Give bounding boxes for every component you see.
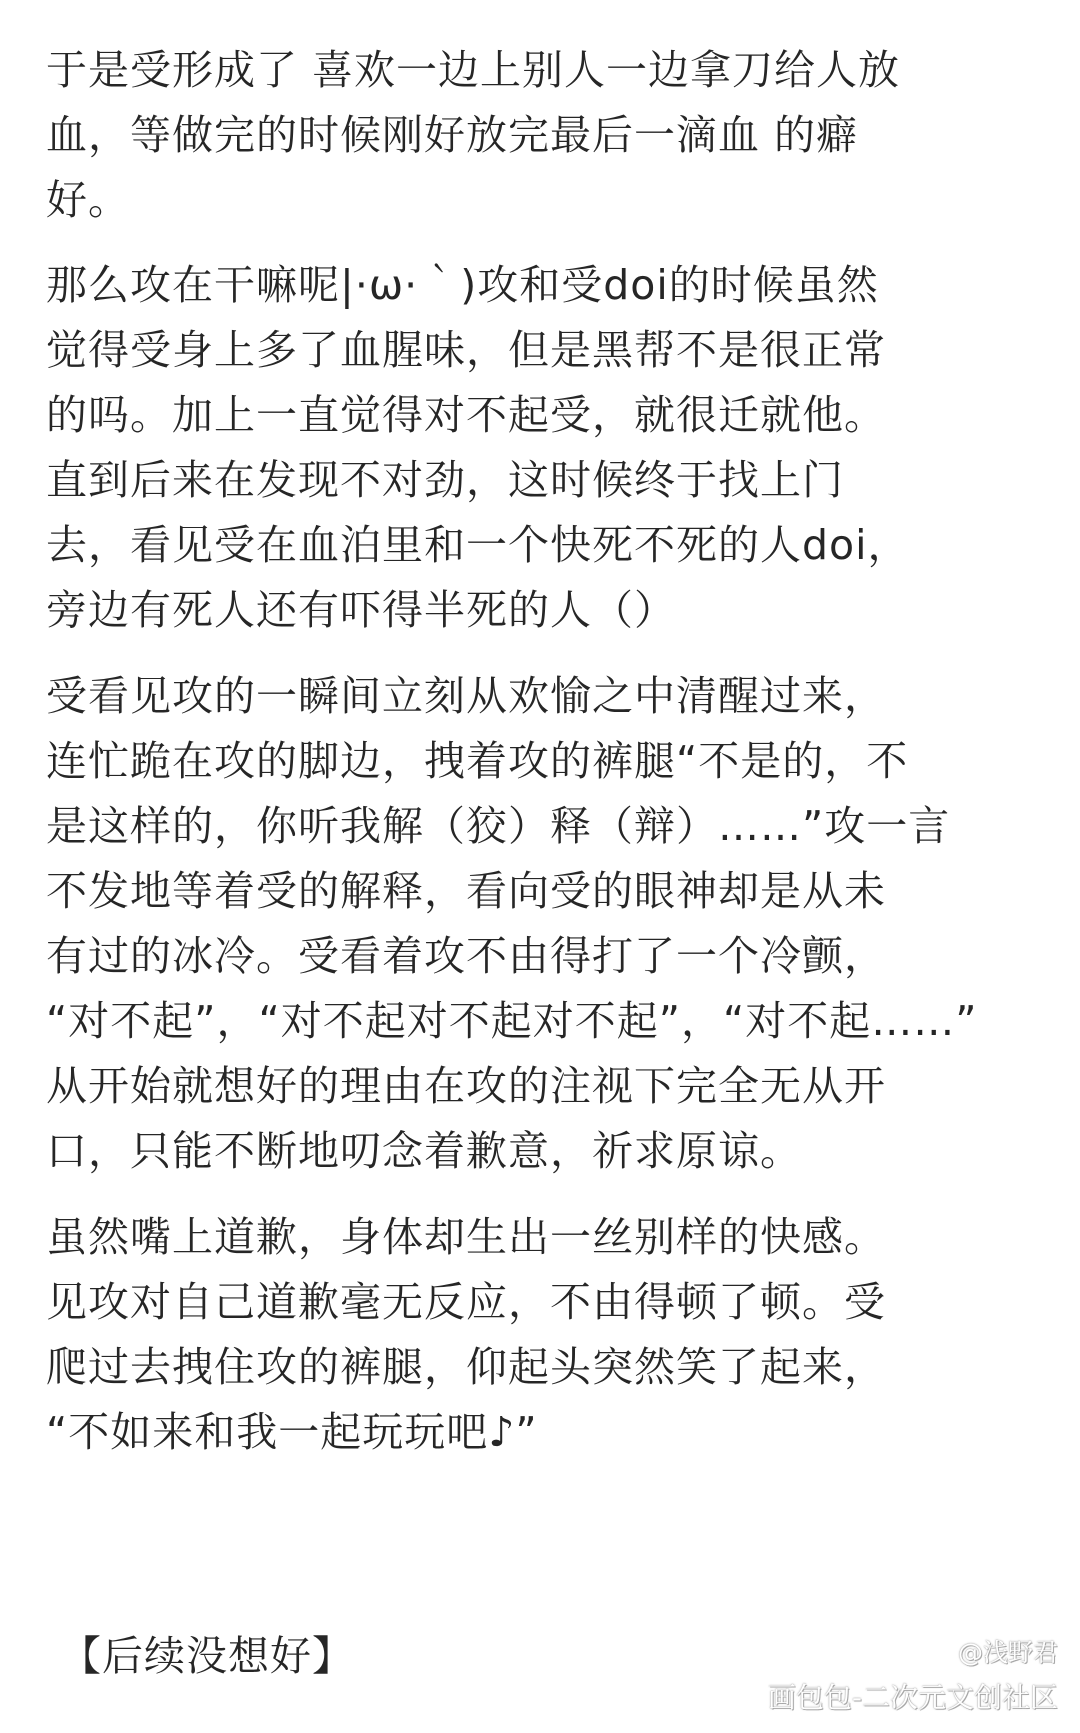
text-line: 有过的冰冷。受看着攻不由得打了一个冷颤， xyxy=(46,932,886,980)
paragraph-1 xyxy=(46,38,1046,233)
text-line: 不发地等着受的解释，看向受的眼神却是从未 xyxy=(46,867,886,915)
text-line: “对不起”，“对不起对不起对不起”，“对不起……” xyxy=(46,997,978,1045)
text-line: “不如来和我一起玩玩吧♪” xyxy=(46,1408,538,1456)
text-line: 的吗。加上一直觉得对不起受，就很迁就他。 xyxy=(46,391,886,439)
text-line: 直到后来在发现不对劲，这时候终于找上门 xyxy=(46,456,844,504)
text-line: 好。 xyxy=(46,176,130,224)
text-line: 于是受形成了 喜欢一边上别人一边拿刀给人放 xyxy=(46,46,901,94)
paragraph-4 xyxy=(46,1205,1046,1465)
text-line: 连忙跪在攻的脚边，拽着攻的裤腿“不是的，不 xyxy=(46,737,909,785)
text-line: 受看见攻的一瞬间立刻从欢愉之中清醒过来， xyxy=(46,672,886,720)
text-line: 血，等做完的时候刚好放完最后一滴血 的癖 xyxy=(46,111,859,159)
text-line: 觉得受身上多了血腥味，但是黑帮不是很正常 xyxy=(46,326,886,374)
text-line: 是这样的，你听我解（狡）释（辩）……”攻一言 xyxy=(46,802,951,850)
watermark-author: @浅野君 xyxy=(957,1638,1058,1667)
text-line: 旁边有死人还有吓得半死的人（） xyxy=(46,586,676,634)
text-line: 口，只能不断地叨念着歉意，祈求原谅。 xyxy=(46,1127,802,1175)
text-line: 见攻对自己道歉毫无反应，不由得顿了顿。受 xyxy=(46,1278,886,1326)
paragraph-2 xyxy=(46,253,1046,643)
text-line: 去，看见受在血泊里和一个快死不死的人doi， xyxy=(46,521,910,569)
text-line: 虽然嘴上道歉，身体却生出一丝别样的快感。 xyxy=(46,1213,886,1261)
paragraph-3 xyxy=(46,664,1046,1184)
text-line: 那么攻在干嘛呢|·ω·｀)攻和受doi的时候虽然 xyxy=(46,261,879,309)
text-line: 爬过去拽住攻的裤腿，仰起头突然笑了起来， xyxy=(46,1343,886,1391)
watermark-site: 画包包-二次元文创社区 xyxy=(767,1681,1058,1714)
text-line: 从开始就想好的理由在攻的注视下完全无从开 xyxy=(46,1062,886,1110)
ending-note: 【后续没想好】 xyxy=(60,1632,354,1680)
article-body xyxy=(46,38,1046,1465)
